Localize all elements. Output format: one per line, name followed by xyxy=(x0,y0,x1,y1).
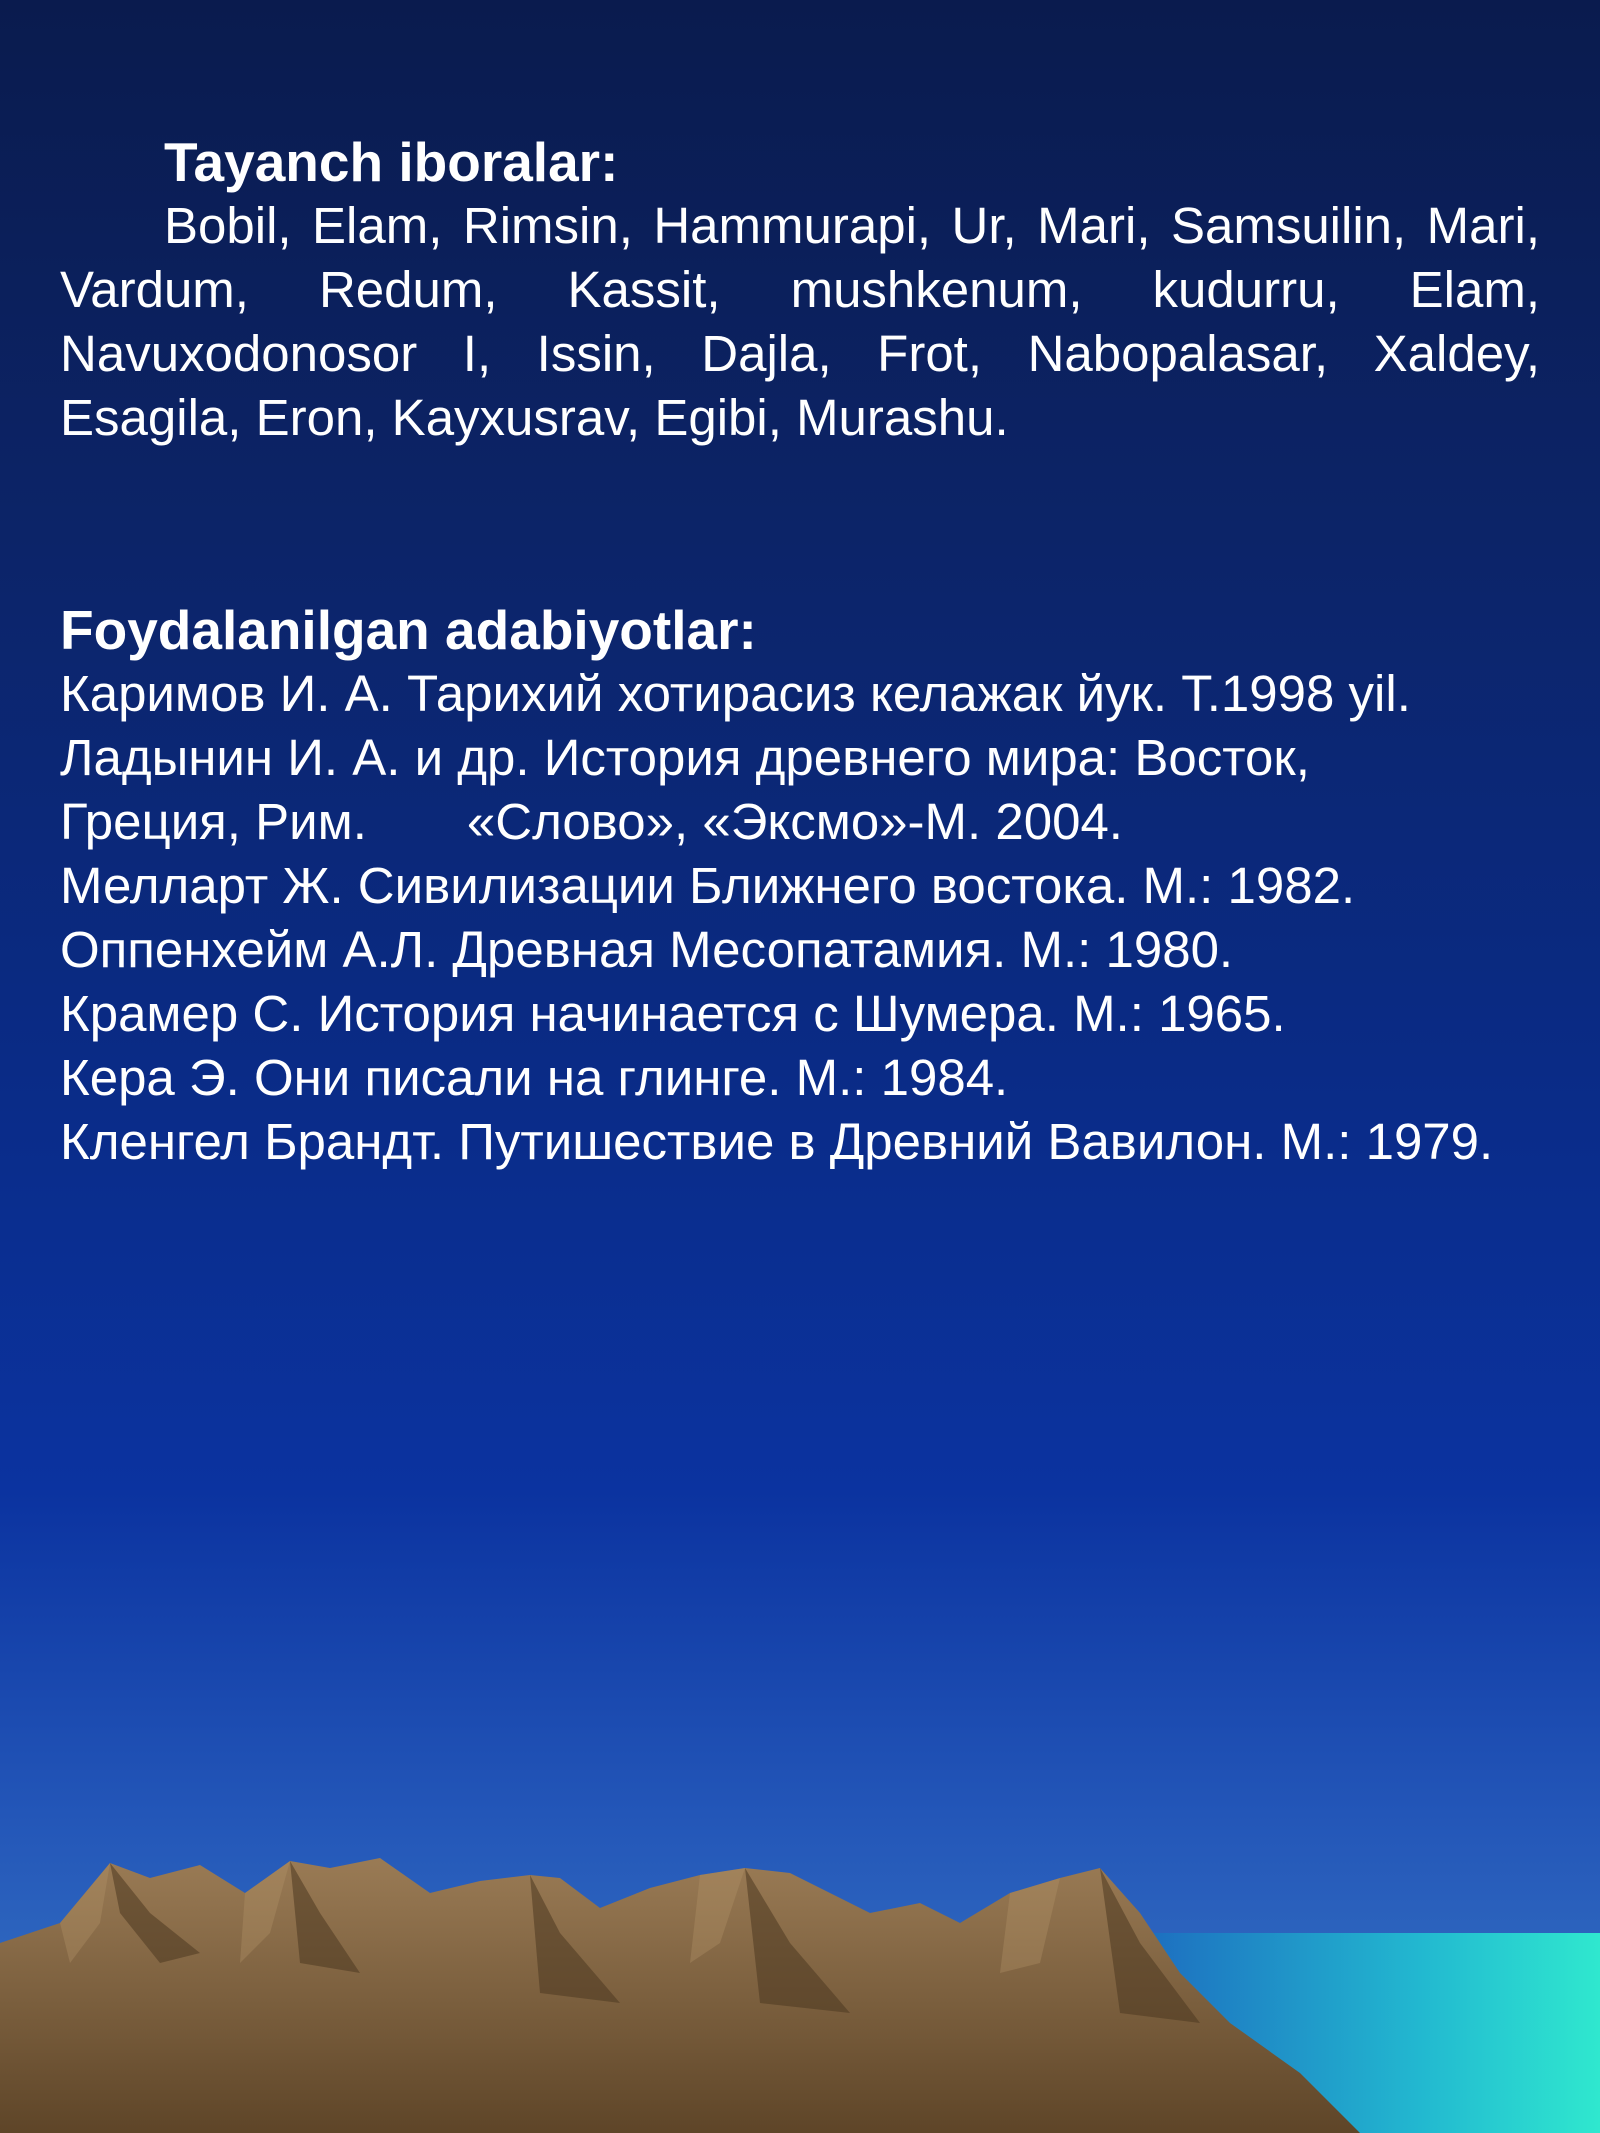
keywords-heading: Tayanch iboralar: xyxy=(164,131,619,193)
reference-item: Мелларт Ж. Сивилизации Ближнего востока. М.: 1982. xyxy=(60,857,1356,914)
reference-item: Ладынин И. А. и др. История древнего мира: Восток, xyxy=(60,729,1310,786)
keywords-section xyxy=(60,130,1540,450)
keywords-text: Bobil, Elam, Rimsin, Hammurapi, Ur, Mari, Samsuilin, Mari, Vardum, Redum, Kassit, mushkenum, kudurru, Elam, Navuxodonosor I, Issin, Dajla, Frot, Nabopalasar, Xaldey, Esagila, Eron, Kayxusrav, Egibi, Murashu. xyxy=(60,197,1540,446)
mountain-landscape xyxy=(0,1853,1600,2133)
reference-item: Каримов И. А. Тарихий хотирасиз келажак йук. Т.1998 yil. xyxy=(60,665,1411,722)
reference-item: Кленгел Брандт. Путишествие в Древний Вавилон. М.: 1979. xyxy=(60,1113,1494,1170)
reference-item: Крамер С. История начинается с Шумера. М.: 1965. xyxy=(60,985,1286,1042)
references-section xyxy=(60,598,1540,1174)
reference-item-part: «Слово», «Эксмо»-М. 2004. xyxy=(466,793,1123,850)
reference-item xyxy=(60,790,1540,854)
references-list xyxy=(60,662,1540,1174)
reference-item: Кера Э. Они писали на глинге. М.: 1984. xyxy=(60,1049,1009,1106)
reference-item: Оппенхейм А.Л. Древная Месопатамия. М.: 1980. xyxy=(60,921,1234,978)
reference-item-part: Греция, Рим. xyxy=(60,793,367,850)
references-heading: Foydalanilgan adabiyotlar: xyxy=(60,599,757,661)
